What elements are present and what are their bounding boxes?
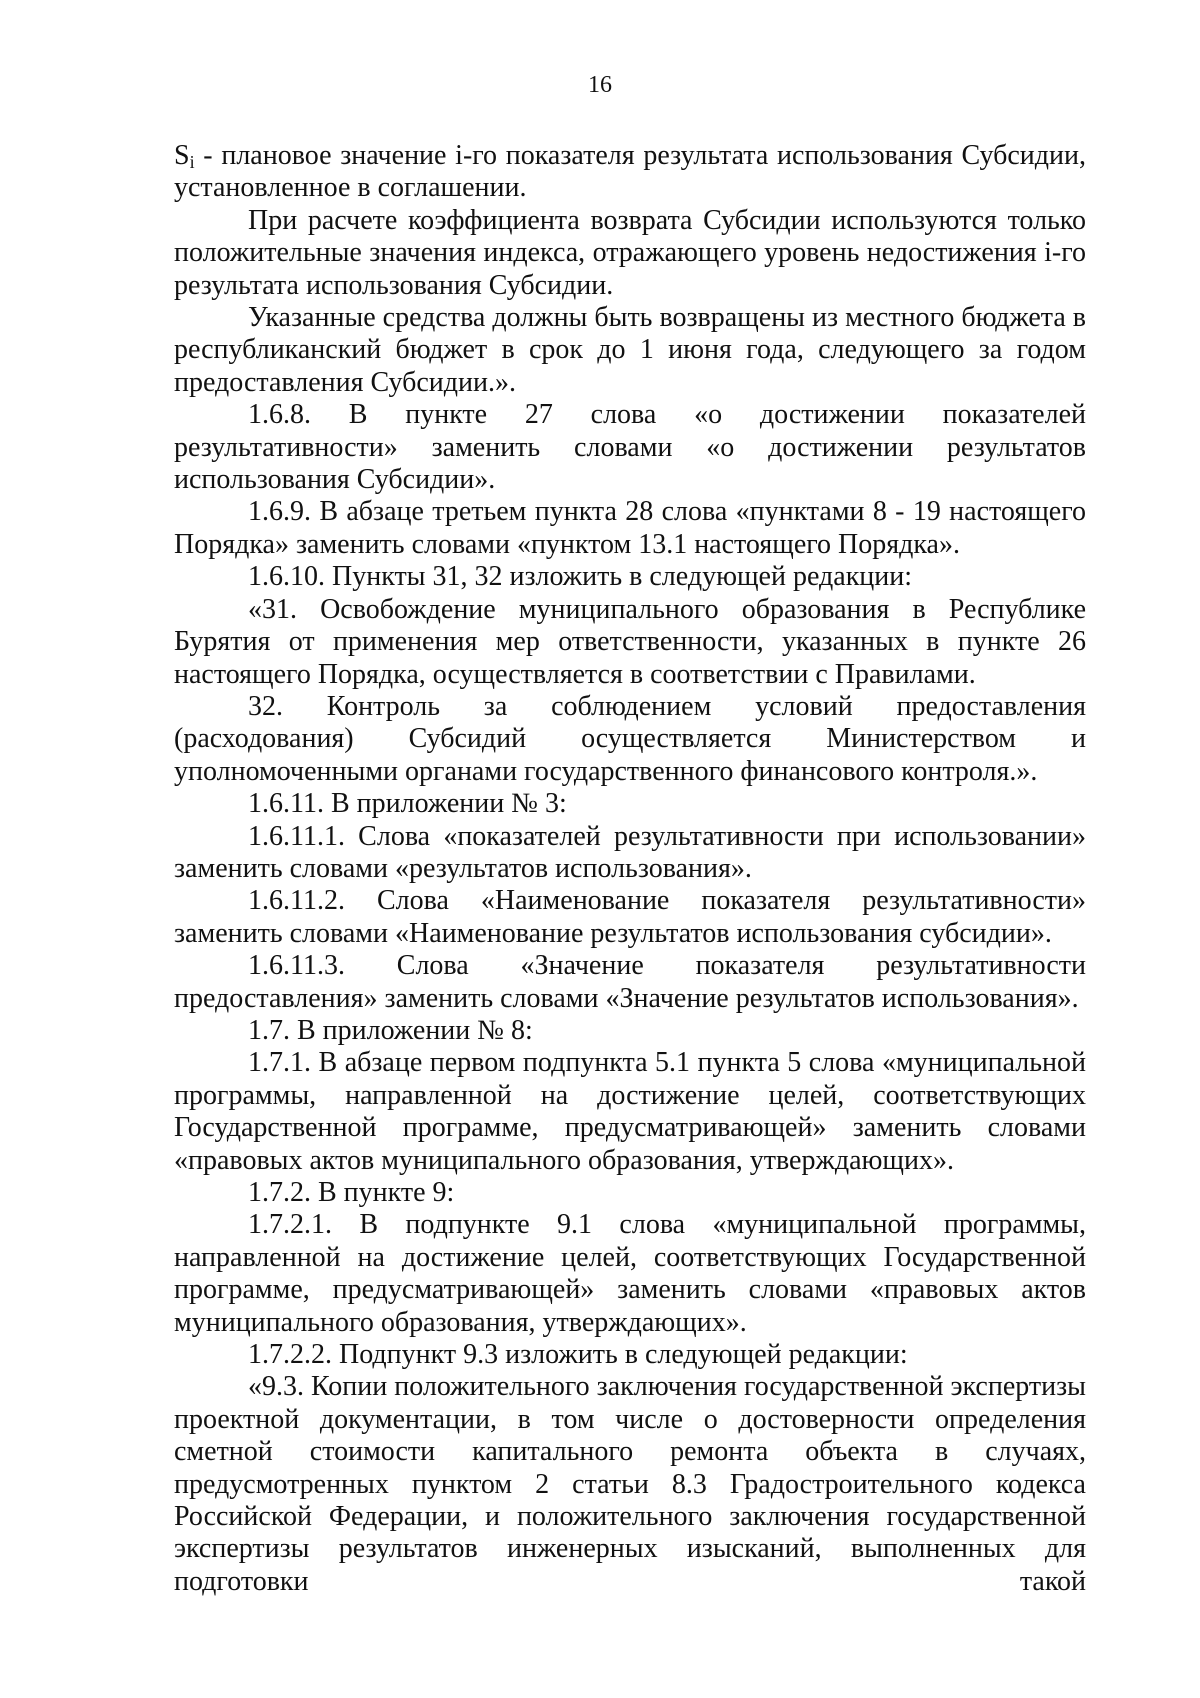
paragraph-si-definition: [174, 140, 1086, 205]
paragraph-1-6-8: 1.6.8. В пункте 27 слова «о достижении показателей результативности» заменить словами «о достижении результатов использования Субсидии».: [174, 399, 1086, 496]
paragraph-1-6-11: 1.6.11. В приложении № 3:: [248, 788, 567, 820]
paragraph-item-9-3: «9.3. Копии положительного заключения государственной экспертизы проектной документации, в том числе о достоверности определения сметной стоимости капитального ремонта объекта в случаях, предусмотренных пунктом 2 статьи 8.3 Градостроительного кодекса Российской Федерации, и положительного заключения государственной экспертизы результатов инженерных изысканий, выполненных для подготовки такой: [174, 1371, 1086, 1597]
paragraph-text: - плановое значение i-го показателя результата использования Субсидии, установленное в соглашении.: [174, 140, 1086, 204]
paragraph: При расчете коэффициента возврата Субсидии используются только положительные значения индекса, отражающего уровень недостижения i-го результата использования Субсидии.: [174, 204, 1086, 301]
paragraph-1-7-2-2: 1.7.2.2. Подпункт 9.3 изложить в следующей редакции:: [248, 1339, 908, 1371]
paragraph-1-6-11-2: 1.6.11.2. Слова «Наименование показателя результативности» заменить словами «Наименование результатов использования субсидии».: [174, 885, 1086, 949]
paragraph-1-7: 1.7. В приложении № 8:: [248, 1014, 533, 1046]
symbol-s: S: [174, 140, 190, 171]
paragraph-item-31: «31. Освобождение муниципального образования в Республике Бурятия от применения мер ответственности, указанных в пункте 26 настоящего Порядка, осуществляется в соответствии с Правилами.: [174, 593, 1086, 690]
paragraph-1-6-9: 1.6.9. В абзаце третьем пункта 28 слова «пунктами 8 - 19 настоящего Порядка» заменить словами «пунктом 13.1 настоящего Порядка».: [174, 496, 1086, 560]
symbol-subscript-i: i: [189, 152, 195, 172]
paragraph-item-32: 32. Контроль за соблюдением условий предоставления (расходования) Субсидий осуществляется Министерством и уполномоченными органами государственного финансового контроля.».: [174, 690, 1086, 787]
paragraph-1-7-1: 1.7.1. В абзаце первом подпункта 5.1 пункта 5 слова «муниципальной программы, направленной на достижение целей, соответствующих Государственной программе, предусматривающей» заменить словами «правовых актов муниципального образования, утверждающих».: [174, 1047, 1086, 1176]
paragraph-1-7-2-1: 1.7.2.1. В подпункте 9.1 слова «муниципальной программы, направленной на достижение целей, соответствующих Государственной программе, предусматривающей» заменить словами «правовых актов муниципального образования, утверждающих».: [174, 1209, 1086, 1338]
paragraph-1-6-11-1: 1.6.11.1. Слова «показателей результативности при использовании» заменить словами «результатов использования».: [174, 820, 1086, 884]
page-number: 16: [588, 72, 612, 98]
paragraph-1-6-11-3: 1.6.11.3. Слова «Значение показателя результативности предоставления» заменить словами «Значение результатов использования».: [174, 950, 1086, 1014]
document-body: [174, 140, 1086, 1598]
paragraph-1-7-2: 1.7.2. В пункте 9:: [248, 1177, 455, 1208]
paragraph-1-6-10: 1.6.10. Пункты 31, 32 изложить в следующей редакции:: [248, 561, 913, 593]
paragraph: Указанные средства должны быть возвращены из местного бюджета в республиканский бюджет в срок до 1 июня года, следующего за годом предоставления Субсидии.».: [174, 302, 1086, 398]
